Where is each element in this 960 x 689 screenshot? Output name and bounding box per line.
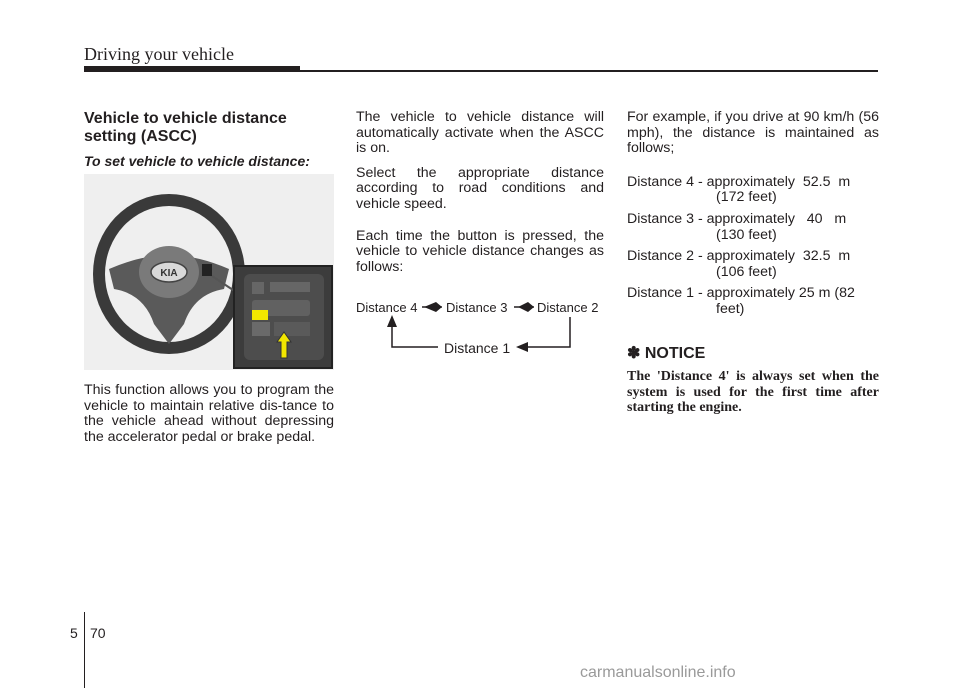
paragraph-auto-activate: The vehicle to vehicle distance will automatically activate when the ASCC is on. (356, 109, 604, 157)
header-rule-thick (84, 66, 300, 72)
example-intro: For example, if you drive at 90 km/h (56 mph), the distance is maintained as follows; (627, 109, 879, 157)
svg-text:KIA: KIA (160, 268, 178, 279)
column-1-body (84, 383, 334, 454)
distance-feet: (130 feet) (716, 226, 777, 243)
header-rule-thin (300, 70, 878, 72)
distance-line: Distance 2 - approximately 32.5 m (627, 248, 851, 265)
section-title: Vehicle to vehicle distance setting (ASCC) (84, 110, 287, 145)
footer-section-number: 5 (70, 625, 78, 641)
distance-item (627, 249, 879, 280)
column-3 (627, 110, 879, 416)
distance-feet: feet) (716, 300, 745, 317)
distance-item (627, 175, 879, 206)
distance-feet: (106 feet) (716, 263, 777, 280)
section-subtitle: To set vehicle to vehicle distance: (84, 153, 310, 169)
distance-cycle-svg (352, 295, 612, 365)
steering-wheel-illustration (84, 174, 334, 370)
footer-divider (84, 612, 85, 688)
arrow-1-to-4 (387, 315, 397, 327)
label-distance-4: Distance 4 (356, 300, 418, 315)
steering-wheel-figure (84, 174, 334, 370)
paragraph-button-press: Each time the button is pressed, the vehicle to vehicle distance changes as follows: (356, 227, 604, 275)
column-1-heading (84, 110, 334, 170)
distance-line: Distance 4 - approximately 52.5 m (627, 173, 851, 190)
footer-page-number: 70 (90, 625, 106, 641)
notice-body: The 'Distance 4' is always set when the system is used for the first time after starting the engine. (627, 369, 879, 416)
label-distance-2: Distance 2 (537, 300, 599, 315)
paragraph-select-distance: Select the appropriate distance according to road conditions and vehicle speed. (356, 164, 604, 212)
body-paragraph: This function allows you to program the vehicle to maintain relative dis-tance to the vehicle ahead without depressing the accelerator pedal or brake pedal. (84, 382, 334, 445)
notice-title: ✽ NOTICE (627, 344, 706, 362)
arrow-2-to-1 (516, 342, 528, 352)
distance-cycle-diagram (352, 295, 612, 365)
distance-line: Distance 1 - approximately 25 m (82 (627, 285, 855, 302)
distance-item (627, 212, 879, 243)
distance-item (627, 286, 879, 317)
watermark: carmanualsonline.info (580, 664, 736, 681)
distance-feet: (172 feet) (716, 189, 777, 206)
page-header-title: Driving your vehicle (84, 44, 234, 64)
arrow-3-to-2 (518, 302, 534, 312)
label-distance-3: Distance 3 (446, 300, 508, 315)
distance-line: Distance 3 - approximately 40 m (627, 210, 847, 227)
column-2 (356, 110, 604, 284)
label-distance-1: Distance 1 (444, 340, 511, 356)
distance-list (627, 175, 879, 318)
